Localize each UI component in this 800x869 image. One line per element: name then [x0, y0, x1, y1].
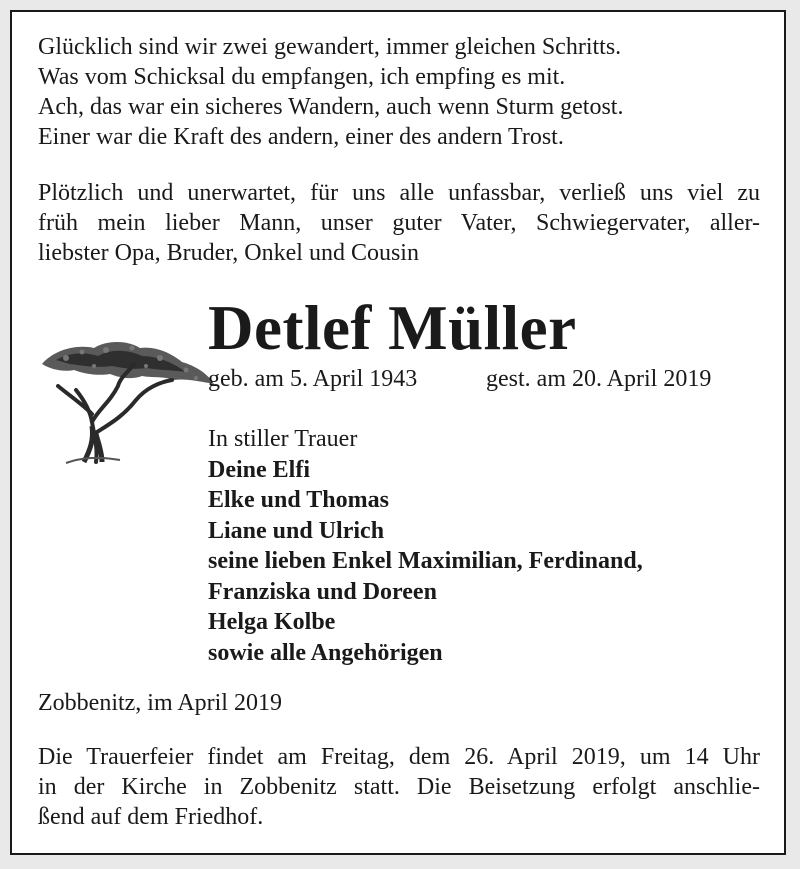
mourner-name: Helga Kolbe: [208, 609, 336, 635]
mourner-name: Elke und Thomas: [208, 487, 389, 513]
intro-line: früh mein lieber Mann, unser guter Vater, Schwiegervater, aller-: [38, 210, 760, 236]
mourner-name: Franziska und Doreen: [208, 578, 437, 605]
mourner-name: Liane und Ulrich: [208, 517, 385, 544]
poem: [38, 32, 758, 152]
intro-line: liebster Opa, Bruder, Onkel und Cousin: [38, 240, 419, 266]
mourning-intro: In stiller Trauer: [208, 426, 358, 452]
birth-date: geb. am 5. April 1943: [208, 366, 418, 392]
tree-icon: [36, 330, 216, 464]
intro-line: Plötzlich und unerwartet, für uns alle unfassbar, verließ uns viel zu: [38, 180, 760, 206]
poem-line: Einer war die Kraft des andern, einer des andern Trost.: [38, 124, 564, 150]
poem-line: Ach, das war ein sicheres Wandern, auch wenn Sturm getost.: [38, 94, 624, 120]
service-line: in der Kirche in Zobbenitz statt. Die Beisetzung erfolgt anschlie-: [38, 774, 760, 800]
poem-line: Glücklich sind wir zwei gewandert, immer gleichen Schritts.: [38, 34, 622, 60]
death-date: gest. am 20. April 2019: [486, 366, 712, 392]
mourner-name: Deine Elfi: [208, 456, 310, 483]
obituary-frame: [10, 10, 786, 855]
mourner-name: seine lieben Enkel Maximilian, Ferdinand,: [208, 548, 643, 574]
service-paragraph: [38, 742, 760, 832]
intro-paragraph: [38, 178, 760, 268]
poem-line: Was vom Schicksal du empfangen, ich empfing es mit.: [38, 64, 566, 90]
mourners-list: [208, 424, 643, 668]
service-line: Die Trauerfeier findet am Freitag, dem 26. April 2019, um 14 Uhr: [38, 744, 760, 770]
deceased-name: Detlef Müller: [208, 293, 577, 363]
service-line: ßend auf dem Friedhof.: [38, 804, 264, 830]
place-date: Zobbenitz, im April 2019: [38, 690, 282, 716]
mourner-name: sowie alle Angehörigen: [208, 639, 443, 666]
